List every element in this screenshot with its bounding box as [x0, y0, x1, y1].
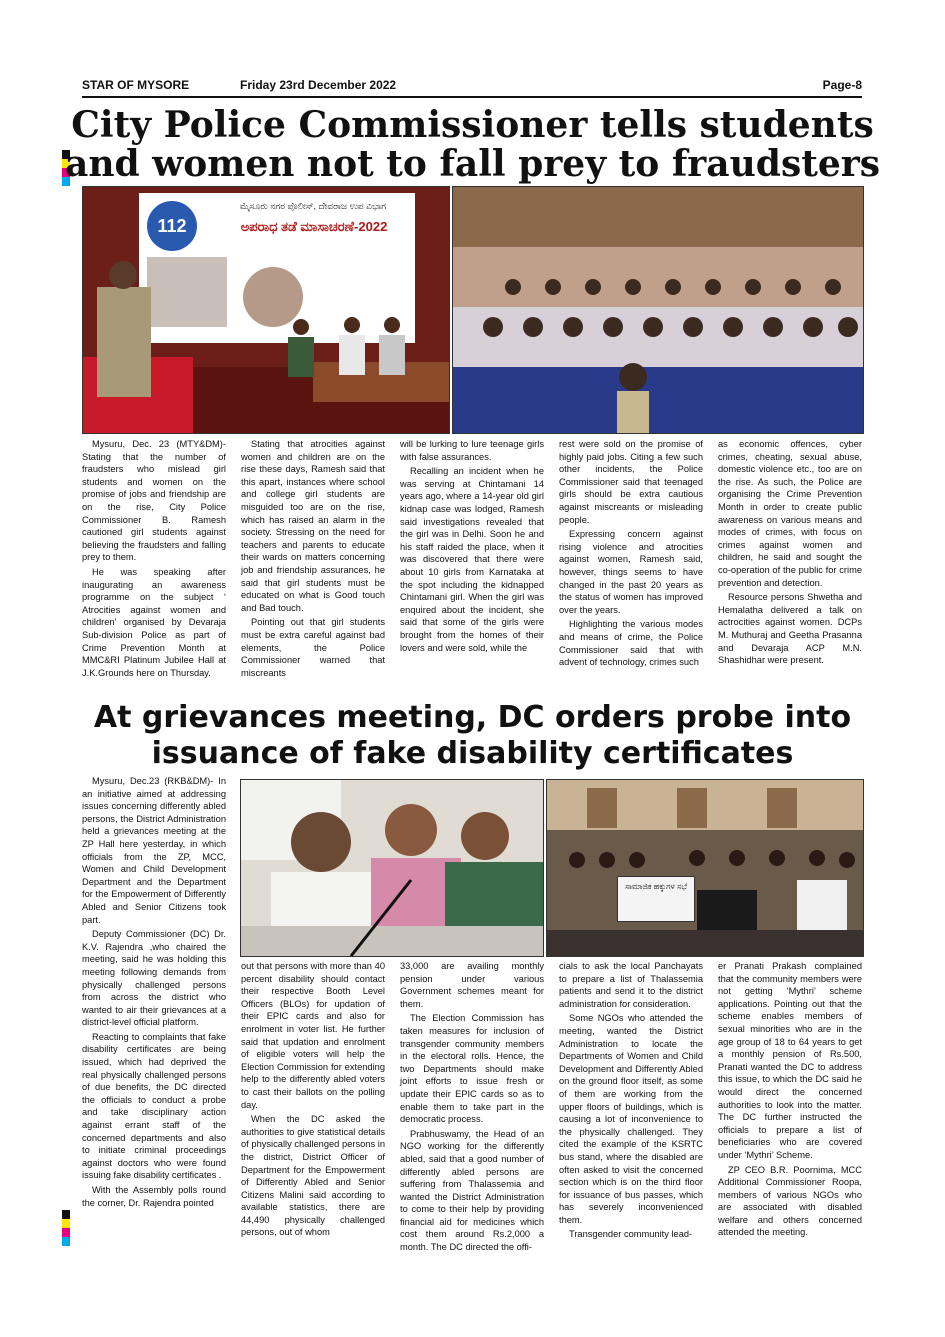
paragraph: will be lurking to lure teenage girls with false assurances. — [400, 439, 544, 462]
story2-column-2 — [241, 960, 385, 1239]
paragraph: With the Assembly polls round the corner, Dr. Rajendra pointed — [82, 1185, 226, 1208]
paragraph: Expressing concern against rising violence and atrocities against women, Ramesh said, however, things seems to have changed in the past 20 years as the status of women has improved over the years. — [559, 529, 703, 615]
story1-column-4 — [559, 438, 703, 669]
story2-column-1 — [82, 775, 226, 1209]
issue-date: Friday 23rd December 2022 — [240, 78, 397, 92]
paragraph: Mysuru, Dec.23 (RKB&DM)- In an initiative aimed at addressing issues concerning differently abled persons, the District Administration held a grievances meeting at the ZP Hall here yesterday, in which officials from the ZP, MCC, Women and Child Development Department and the Department for the Empowerment of Differently Abled and Senior Citizens took part. — [82, 776, 226, 925]
paragraph: 33,000 are availing monthly pension under various Government schemes meant for them. — [400, 961, 544, 1009]
story2-headline-line2: issuance of fake disability certificates — [151, 736, 794, 771]
hall-scene — [547, 780, 863, 956]
paragraph: The Election Commission has taken measures for inclusion of transgender community members in the electoral rolls. Hence, the two Departments should make joint efforts to issue fresh or update their EPIC cards so as to enable them to take part in the democratic process. — [400, 1013, 544, 1125]
story2-column-5 — [718, 960, 862, 1239]
story1-column-3 — [400, 438, 544, 654]
paragraph: Highlighting the various modes and means of crime, the Police Commissioner said that with advent of technology, crimes such — [559, 619, 703, 668]
story2-photo-officials — [240, 779, 544, 957]
paragraph: When the DC asked the authorities to give statistical details of physically challenged persons in the district, District Officer of Department for the Empowerment of Differently Abled and Senior Citizens Malini said according to available statistics, there are 44,490 physically challenged persons, out of whom — [241, 1114, 385, 1238]
paragraph: Pointing out that girl students must be extra careful against bad elements, the Police Commissioner warned that miscreants — [241, 617, 385, 678]
paragraph: Transgender community lead- — [569, 1229, 693, 1240]
paragraph: ZP CEO B.R. Poornima, MCC Additional Commissioner Roopa, members of various NGOs who are associated with disabled welfare and others concerned attended the meeting. — [718, 1164, 862, 1238]
story2-photo-hall — [546, 779, 864, 957]
paragraph: er Pranati Prakash complained that the community members were not getting ‘Mythri’ scheme applications. Pointing out that the scheme enables members of sexual minorities who are in the age group of 18 to 64 years to get a monthly pension of Rs.500, Pranati wanted the DC to address this issue, to which the DC said he would direct the concerned authorities to look into the matter. The DC further instructed the officials to prepare a list of beneficiaries who are covered under ‘Mythri’ Scheme. — [718, 961, 862, 1160]
audience-scene — [453, 187, 863, 433]
paragraph: Stating that atrocities against women and children are on the rise these days, Ramesh said that this apart, instances where school and college girl students are misguided too are on the rise, which has raised an alarm in the society. Stressing on the need for teachers and parents to educate their wards on matters concerning job and friendship assurances, he said that girl students must be educated on what is Good touch and Bad touch. — [241, 439, 385, 613]
paragraph: Mysuru, Dec. 23 (MTY&DM)- Stating that the number of fraudsters who mislead girl students and women on the promise of jobs and friendship are on the rise, City Police Commissioner B. Ramesh cautioned girl students against believing the fraudsters and falling prey to them. — [82, 439, 226, 563]
paragraph: as economic offences, cyber crimes, cheating, sexual abuse, domestic violence etc., too are on the rise. As such, the Police are organising the Crime Prevention Month in order to create public awareness on various means and modes of crimes, with focus on crimes against women and children, he said and sought the co-operation of the public for crime prevention and detection. — [718, 439, 862, 588]
header-rule — [82, 96, 862, 98]
paragraph: out that persons with more than 40 percent disability should contact their respective Booth Level Officers (BLOs) for updation of their EPIC cards and also for enrolment in voter list. He further said that updation and enrolment of eligible voters will help the Election Commission for extending help to the differently abled voters to cast their ballots on the polling day. — [241, 961, 385, 1110]
story2-column-4 — [559, 960, 703, 1241]
paragraph: Reacting to complaints that fake disability certificates are being issued, which had deprived the real physically challenged persons of due benefits, the DC directed the officials to conduct a probe and take disciplinary action against errant staff of the concerned departments and also to initiate criminal proceedings against doctors who were found issuing fake disability certificates . — [82, 1031, 226, 1181]
story1-column-2 — [241, 438, 385, 679]
story1-headline-line2: and women not to fall prey to fraudsters — [65, 143, 880, 185]
officials-scene — [241, 780, 543, 956]
page-number: Page-8 — [822, 78, 862, 92]
banner-line1: ಮೈಸೂರು ನಗರ ಪೊಲೀಸ್, ದೇವರಾಜ ಉಪ ವಿಭಾಗ — [239, 201, 387, 211]
banner-title: ಅಪರಾಧ ತಡೆ ಮಾಸಾಚರಣೆ-2022 — [240, 219, 388, 234]
helpline-112-badge: 112 — [147, 201, 197, 251]
paragraph: Resource persons Shwetha and Hemalatha delivered a talk on actrocities against women. DCPs M. Muthuraj and Geetha Prasanna and Devaraja ACP M.N. Shashidhar were present. — [718, 592, 862, 666]
paragraph: Recalling an incident when he was serving at Chintamani 14 years ago, where a 14-year old girl kidnap case was lodged, Ramesh said investigations revealed that the girl was in Delhi. Soon he and his staff raided the place, when it was discovered that there were about 10 girls from Karnataka at the spot including the kidnapped Chintamani girl. When the girl was enquired about the incident, she said that some of the girls were brought from the homes of their lovers and were sold, while the — [400, 466, 544, 653]
paragraph: Deputy Commissioner (DC) Dr. K.V. Rajendra ,who chaired the meeting, said he was holding this meeting following demands from physically challenged persons from across the district who wanted to air their grievances at a district-level official platform. — [82, 929, 226, 1028]
paragraph: Some NGOs who attended the meeting, wanted the District Administration to locate the Departments of Women and Child Development and Differently Abled on the ground floor itself, as some of them are working from the upper floors of buildings, which is causing a lot of inconvenience to the physically challenged. They cited the example of the KSRTC bus stand, where the disabled are often asked to visit the concerned section which is on the third floor for issuance of bus passes, which has severely inconvenienced them. — [559, 1013, 703, 1225]
masthead — [82, 78, 862, 94]
story2-column-3 — [400, 960, 544, 1254]
story1-photo-stage — [82, 186, 450, 434]
story1-photo-audience — [452, 186, 864, 434]
placard: ಸಾಮಾಜಿಕ ಹಕ್ಕುಗಳ ಸಭೆ — [617, 876, 695, 922]
paragraph: cials to ask the local Panchayats to prepare a list of Thalassemia patients and send it to the district administration for consideration. — [559, 961, 703, 1009]
story1-column-1 — [82, 438, 226, 679]
paragraph: He was speaking after inaugurating an awareness programme on the subject ‘ Atrocities against women and children’ organised by Devaraja Sub-division Police as part of Crime Prevention Month at MMC&RI Platinum Jubilee Hall at J.K.Grounds here on Thursday. — [82, 566, 226, 678]
story2-headline-line1: At grievances meeting, DC orders probe into — [93, 700, 852, 735]
paragraph: Prabhuswamy, the Head of an NGO working for the differently abled, said that a good number of differently abled persons are suffering from Thalassemia and wanted the District Administration to come to their help by providing financial aid for medicines which cost them around Rs.2,000 a month. The DC directed the offi- — [400, 1128, 544, 1253]
paper-name: STAR OF MYSORE — [82, 78, 190, 92]
story1-headline-line1: City Police Commissioner tells students — [71, 104, 874, 146]
registration-marks-bottom — [62, 1210, 70, 1246]
story1-column-5 — [718, 438, 862, 667]
paragraph: rest were sold on the promise of highly paid jobs. Citing a few such other incidents, the Police Commissioner said that teenaged girls should be extra cautious against miscreants or misleading people. — [559, 439, 703, 525]
